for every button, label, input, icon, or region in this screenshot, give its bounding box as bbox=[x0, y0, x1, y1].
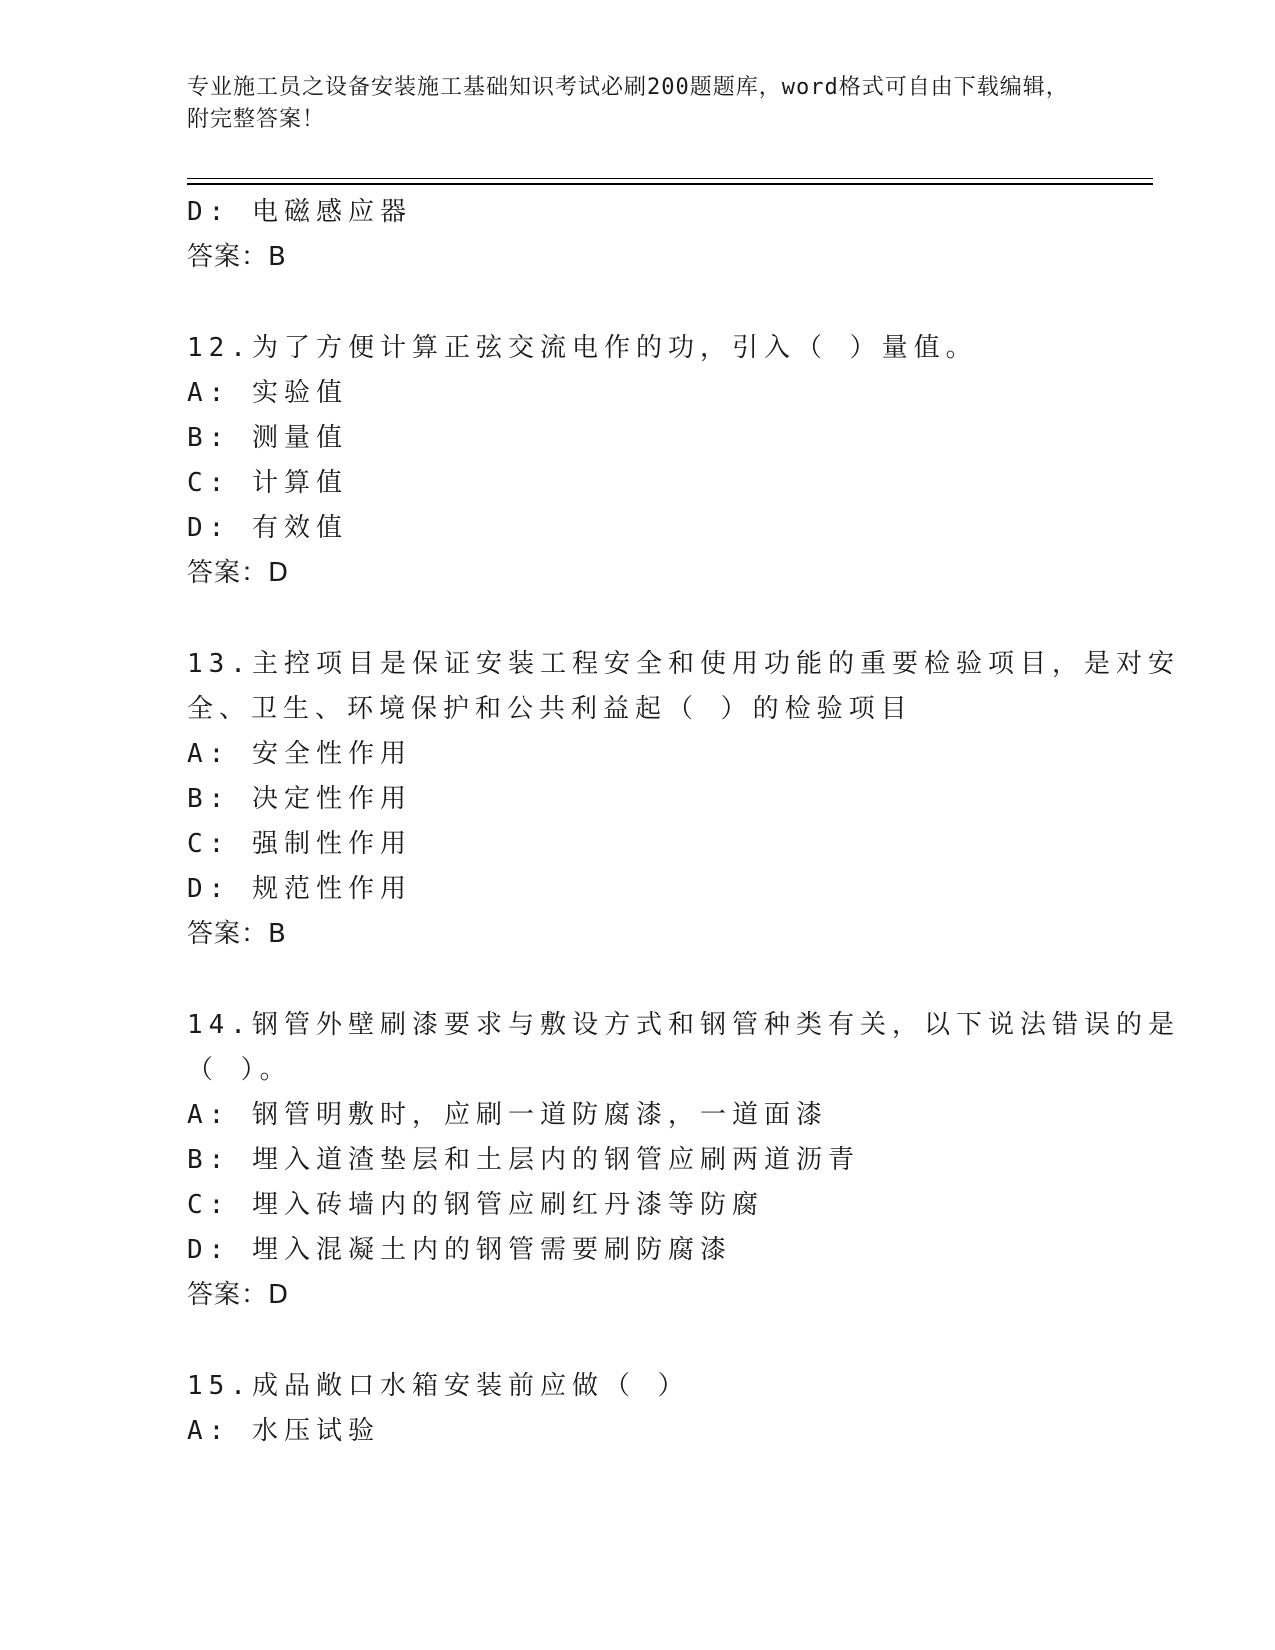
question-stem: 12.为了方便计算正弦交流电作的功，引入（ ）量值。 bbox=[187, 333, 978, 363]
question-stem: 13.主控项目是保证安装工程安全和使用功能的重要检验项目，是对安 bbox=[187, 649, 1180, 679]
option-c: C: 强制性作用 bbox=[187, 829, 412, 859]
option-c: C: 埋入砖墙内的钢管应刷红丹漆等防腐 bbox=[187, 1190, 764, 1220]
option-d: D: 埋入混凝土内的钢管需要刷防腐漆 bbox=[187, 1235, 732, 1265]
question-block-13 bbox=[187, 642, 1180, 957]
question-stem: 15.成品敞口水箱安装前应做（ ） bbox=[187, 1371, 690, 1401]
document-header bbox=[187, 72, 1087, 136]
question-stem-continued: 全、卫生、环境保护和公共利益起（ ）的检验项目 bbox=[187, 694, 913, 724]
answer-line: 答案：B bbox=[187, 242, 287, 272]
question-block-12 bbox=[187, 326, 1087, 596]
answer-line: 答案：D bbox=[187, 558, 290, 588]
option-a: A: 实验值 bbox=[187, 378, 348, 408]
option-d: D: 规范性作用 bbox=[187, 874, 412, 904]
header-rule-thick bbox=[187, 183, 1153, 185]
header-rule-thin bbox=[187, 178, 1153, 179]
document-title: 专业施工员之设备安装施工基础知识考试必刷200题题库，word格式可自由下载编辑，附完整答案！ bbox=[187, 75, 1069, 132]
option-d: D: 有效值 bbox=[187, 513, 348, 543]
option-a: A: 安全性作用 bbox=[187, 739, 412, 769]
option-c: C: 计算值 bbox=[187, 468, 348, 498]
question-block-15 bbox=[187, 1364, 1087, 1454]
option-b: B: 埋入道渣垫层和土层内的钢管应刷两道沥青 bbox=[187, 1145, 860, 1175]
question-stem: 14.钢管外壁刷漆要求与敷设方式和钢管种类有关，以下说法错误的是 bbox=[187, 1010, 1180, 1040]
option-b: B: 测量值 bbox=[187, 423, 348, 453]
answer-line: 答案：D bbox=[187, 1280, 290, 1310]
answer-line: 答案：B bbox=[187, 919, 287, 949]
option-d: D: 电磁感应器 bbox=[187, 197, 412, 227]
document-body bbox=[187, 190, 1180, 1454]
option-b: B: 决定性作用 bbox=[187, 784, 412, 814]
question-stem-continued: （ ）。 bbox=[187, 1055, 292, 1085]
question-block-14 bbox=[187, 1003, 1180, 1318]
option-a: A: 钢管明敷时，应刷一道防腐漆，一道面漆 bbox=[187, 1100, 828, 1130]
option-a: A: 水压试验 bbox=[187, 1416, 380, 1446]
